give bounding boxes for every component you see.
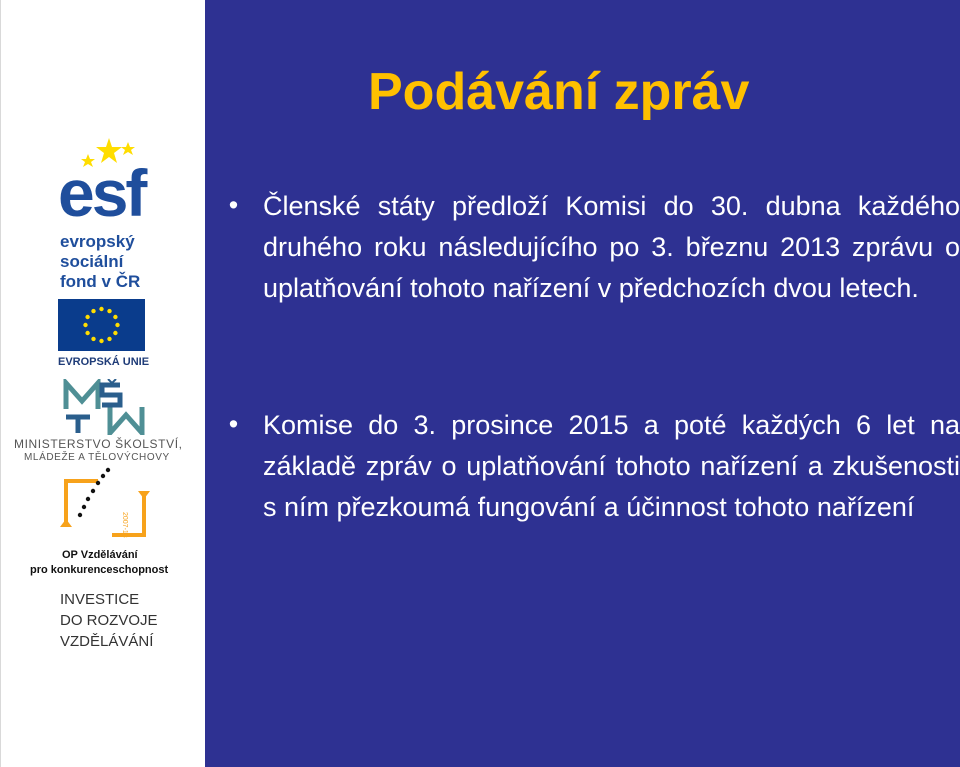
logo-sidebar bbox=[0, 0, 205, 767]
bullet-marker: • bbox=[228, 190, 239, 220]
op-years: 2007-13 bbox=[121, 512, 128, 538]
bullet-marker: • bbox=[228, 409, 239, 439]
op-line-1: OP Vzdělávání bbox=[62, 549, 138, 561]
op-line-2: pro konkurenceschopnost bbox=[30, 564, 169, 576]
bullet-item bbox=[228, 186, 960, 309]
slogan-line-3: VZDĚLÁVÁNÍ bbox=[60, 633, 154, 650]
slide-title: Podávání zpráv bbox=[368, 63, 750, 121]
bullet-item bbox=[228, 405, 960, 528]
slogan-line-1: INVESTICE bbox=[60, 591, 140, 608]
esf-line-3: fond v ČR bbox=[60, 272, 141, 291]
op-arrows-icon bbox=[60, 465, 152, 545]
bullet-text: Komise do 3. prosince 2015 a poté každých 6 let na základě zpráv o uplatňování tohoto nařízení a zkušenosti s ním přezkoumá fungování a účinnost tohoto nařízení bbox=[263, 410, 960, 522]
eu-label: EVROPSKÁ UNIE bbox=[58, 356, 150, 368]
sidebar-edge bbox=[0, 0, 1, 767]
eu-flag-icon bbox=[58, 299, 145, 351]
msmt-line-2: MLÁDEŽE A TĚLOVÝCHOVY bbox=[24, 452, 170, 463]
esf-line-1: evropský bbox=[60, 232, 135, 251]
bullet-text: Členské státy předloží Komisi do 30. dubna každého druhého roku následujícího po 3. březnu 2013 zprávu o uplatňování tohoto nařízení v předchozích dvou letech. bbox=[263, 191, 960, 303]
esf-wordmark: esf bbox=[58, 156, 145, 230]
msmt-line-1: MINISTERSTVO ŠKOLSTVÍ, bbox=[14, 437, 183, 451]
slogan-line-2: DO ROZVOJE bbox=[60, 612, 158, 629]
esf-line-2: sociální bbox=[60, 252, 124, 271]
slide-content bbox=[205, 0, 960, 767]
msmt-mark-icon bbox=[62, 379, 146, 435]
